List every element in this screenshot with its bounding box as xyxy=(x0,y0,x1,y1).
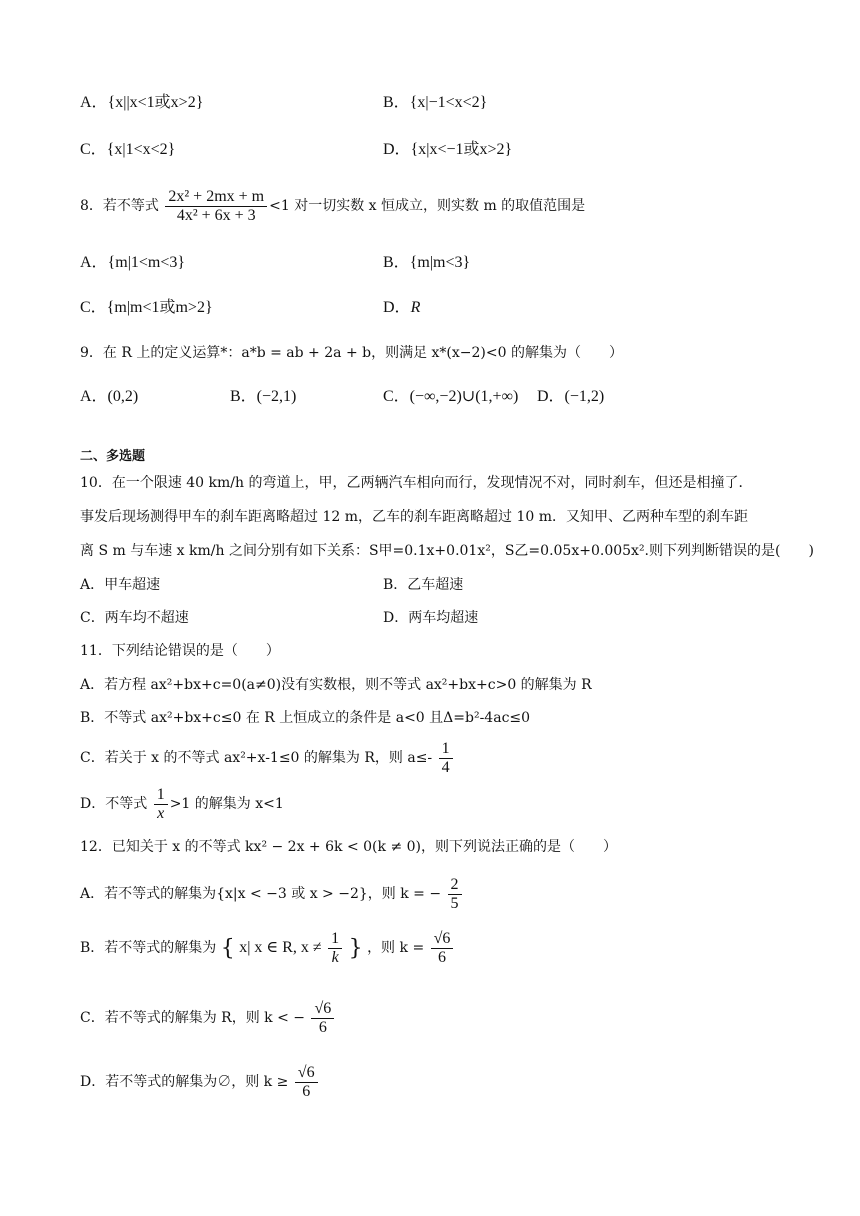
right-brace: } xyxy=(348,936,363,961)
q11-option-a: A．若方程 ax²+bx+c=0(a≠0)没有实数根，则不等式 ax²+bx+c>0 的解集为 R xyxy=(80,677,592,693)
question-number: 9． xyxy=(80,345,103,361)
option-math: {x|1<x<2} xyxy=(106,141,176,158)
question-number: 8． xyxy=(80,198,103,214)
q7-option-c xyxy=(80,139,175,161)
q9-option-a: A．(0,2) xyxy=(80,388,139,405)
fraction-numerator: 2x² + 2mx + m xyxy=(165,188,267,207)
q11-option-c xyxy=(80,738,455,778)
option-math: {x|−1<x<2} xyxy=(409,94,488,111)
fraction-numerator: 1 xyxy=(154,786,168,805)
fraction-numerator: √6 xyxy=(295,1064,318,1083)
option-text: >1 的解集为 x<1 xyxy=(169,796,284,812)
q12-c-fraction xyxy=(311,1000,334,1037)
option-math: R xyxy=(410,299,421,316)
q8-option-b xyxy=(383,252,470,274)
q8-option-a xyxy=(80,252,185,274)
q11-stem: 11．下列结论错误的是（ ） xyxy=(80,643,280,659)
q9-option-b: B．(−2,1) xyxy=(230,388,297,405)
fraction-denominator: x xyxy=(157,804,165,822)
q12-d-fraction xyxy=(295,1064,318,1101)
fraction-denominator: 4x² + 6x + 3 xyxy=(176,206,256,224)
q8-stem xyxy=(80,186,585,226)
option-label: B． xyxy=(383,254,410,271)
q12-a-fraction xyxy=(448,876,462,913)
q12-option-b xyxy=(80,926,455,971)
q9-option-d: D．(−1,2) xyxy=(537,388,605,405)
fraction-numerator: 1 xyxy=(328,930,342,949)
q10-stem-line3: 离 S m 与车速 x km/h 之间分别有如下关系：S甲=0.1x+0.01x²，S乙=0.05x+0.005x².则下列判断错误的是( ) xyxy=(80,543,814,559)
question-text: <1 对一切实数 x 恒成立，则实数 m 的取值范围是 xyxy=(269,198,586,214)
fraction-numerator: 1 xyxy=(439,740,453,759)
q7-option-b xyxy=(383,92,487,114)
option-text: D．不等式 xyxy=(80,796,148,812)
fraction-denominator: 6 xyxy=(438,948,447,966)
q12-option-d xyxy=(80,1060,320,1104)
q11-option-d xyxy=(80,784,284,824)
question-text: 在 R 上的定义运算*：a*b = ab + 2a + b，则满足 x*(x−2)<0 的解集为（ ） xyxy=(102,345,623,361)
q11-d-fraction xyxy=(154,786,168,823)
fraction-numerator: √6 xyxy=(311,1000,334,1019)
option-math: {m|m<1或m>2} xyxy=(106,299,213,316)
option-label: A． xyxy=(80,94,108,111)
q12-b-fraction xyxy=(328,930,342,967)
q10-option-d: D．两车均超速 xyxy=(383,610,479,626)
option-text: D．若不等式的解集为∅，则 k ≥ xyxy=(80,1074,289,1090)
fraction-denominator: k xyxy=(331,948,339,966)
option-text: C．若关于 x 的不等式 ax²+x-1≤0 的解集为 R，则 a≤- xyxy=(80,750,433,766)
q12-stem: 12．已知关于 x 的不等式 kx² − 2x + 6k < 0(k ≠ 0)，则下列说法正确的是（ ） xyxy=(80,839,617,855)
option-text: ，则 k = xyxy=(367,940,425,956)
option-label: C． xyxy=(80,141,107,158)
q10-stem-line1: 10．在一个限速 40 km/h 的弯道上，甲，乙两辆汽车相向而行，发现情况不对，同时刹车，但还是相撞了． xyxy=(80,475,753,491)
option-math: {m|1<m<3} xyxy=(107,254,186,271)
set-builder: x| x ∈ R, x ≠ xyxy=(239,939,322,956)
q10-stem-line2: 事发后现场测得甲车的刹车距离略超过 12 m，乙车的刹车距离略超过 10 m．又知甲、乙两种车型的刹车距 xyxy=(80,509,748,525)
option-math: {x||x<1或x>2} xyxy=(107,94,204,111)
option-text: A．若不等式的解集为{x|x < −3 或 x > −2}，则 k = − xyxy=(80,886,442,902)
option-text: B．若不等式的解集为 xyxy=(80,940,217,956)
option-label: A． xyxy=(80,254,108,271)
fraction-denominator: 4 xyxy=(441,758,450,776)
q11-c-fraction xyxy=(439,740,453,777)
option-math: {m|m<3} xyxy=(409,254,471,271)
q7-option-d xyxy=(383,139,512,161)
fraction-numerator: √6 xyxy=(431,930,454,949)
fraction-denominator: 6 xyxy=(318,1018,327,1036)
fraction-denominator: 6 xyxy=(302,1082,311,1100)
q10-option-b: B．乙车超速 xyxy=(383,577,464,593)
option-text: C．若不等式的解集为 R，则 k < − xyxy=(80,1010,305,1026)
q12-option-a xyxy=(80,874,464,914)
option-math: {x|x<−1或x>2} xyxy=(410,141,513,158)
q10-option-a: A．甲车超速 xyxy=(80,577,161,593)
q8-fraction xyxy=(165,188,267,225)
left-brace: { xyxy=(220,936,235,961)
q12-b-result-fraction xyxy=(431,930,454,967)
option-label: D． xyxy=(383,299,411,316)
section-title: 二、多选题 xyxy=(80,449,146,464)
q12-option-c xyxy=(80,996,336,1040)
q8-option-d xyxy=(383,297,420,319)
fraction-denominator: 5 xyxy=(450,894,459,912)
option-label: B． xyxy=(383,94,410,111)
q7-option-a xyxy=(80,92,203,114)
option-label: C． xyxy=(80,299,107,316)
q9-option-c: C．(−∞,−2)∪(1,+∞) xyxy=(383,388,519,405)
q8-option-c xyxy=(80,297,213,319)
option-label: D． xyxy=(383,141,411,158)
fraction-numerator: 2 xyxy=(448,876,462,895)
q9-stem xyxy=(80,342,623,364)
question-text: 若不等式 xyxy=(102,198,159,214)
q11-option-b: B．不等式 ax²+bx+c≤0 在 R 上恒成立的条件是 a<0 且Δ=b²-4ac≤0 xyxy=(80,710,531,726)
q10-option-c: C．两车均不超速 xyxy=(80,610,189,626)
